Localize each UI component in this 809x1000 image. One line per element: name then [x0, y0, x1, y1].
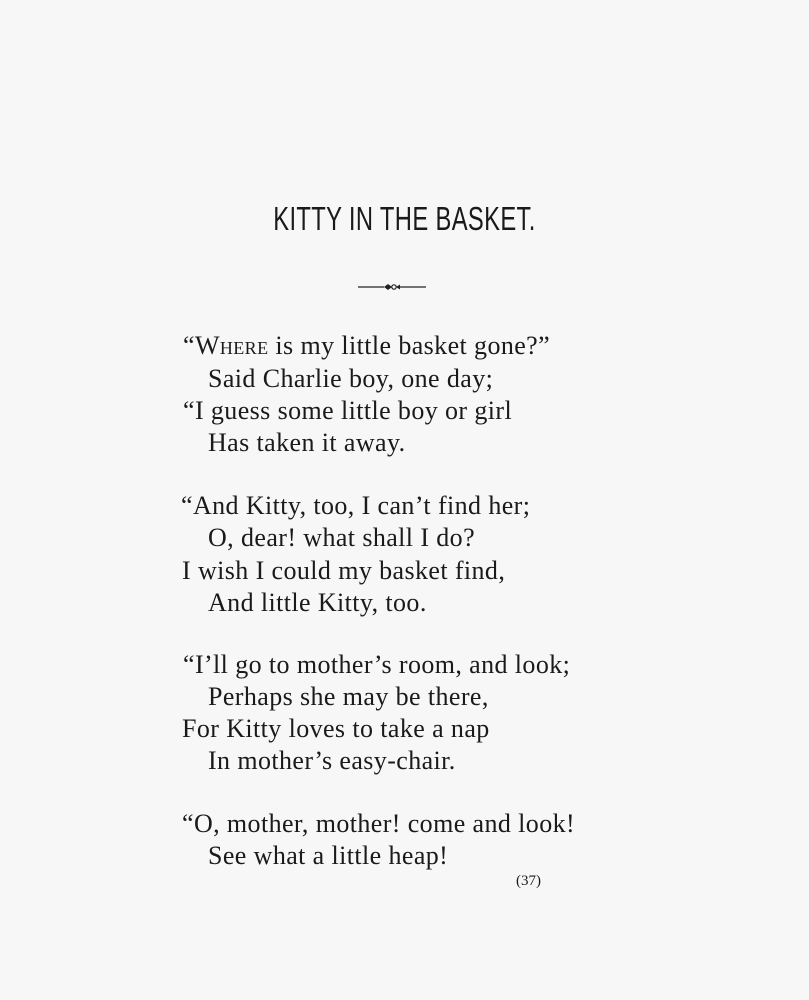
poem-line: Has taken it away. [208, 428, 406, 457]
page-number: (37) [516, 873, 541, 889]
poem-line: I wish I could my basket find, [182, 556, 506, 585]
poem-line: Perhaps she may be there, [208, 682, 489, 711]
poem-line: “I guess some little boy or girl [183, 396, 513, 425]
poem-line [183, 331, 550, 361]
first-word-smallcaps: Where [194, 331, 269, 360]
poem-line: In mother’s easy-chair. [208, 746, 456, 775]
open-quote: “ [183, 331, 195, 360]
poem-line: See what a little heap! [208, 841, 449, 870]
poem-line: Said Charlie boy, one day; [208, 364, 494, 393]
ornament-divider-icon [358, 280, 426, 294]
poem-line: And little Kitty, too. [208, 588, 427, 617]
line-rest: is my little basket gone?” [268, 331, 551, 360]
poem-title: KITTY IN THE BASKET. [273, 200, 536, 237]
poem-line: “I’ll go to mother’s room, and look; [183, 650, 571, 679]
poem-line: For Kitty loves to take a nap [182, 714, 490, 743]
poem-line: “And Kitty, too, I can’t find her; [181, 491, 531, 520]
poem-line: “O, mother, mother! come and look! [182, 809, 576, 838]
poem-line: O, dear! what shall I do? [208, 523, 476, 552]
